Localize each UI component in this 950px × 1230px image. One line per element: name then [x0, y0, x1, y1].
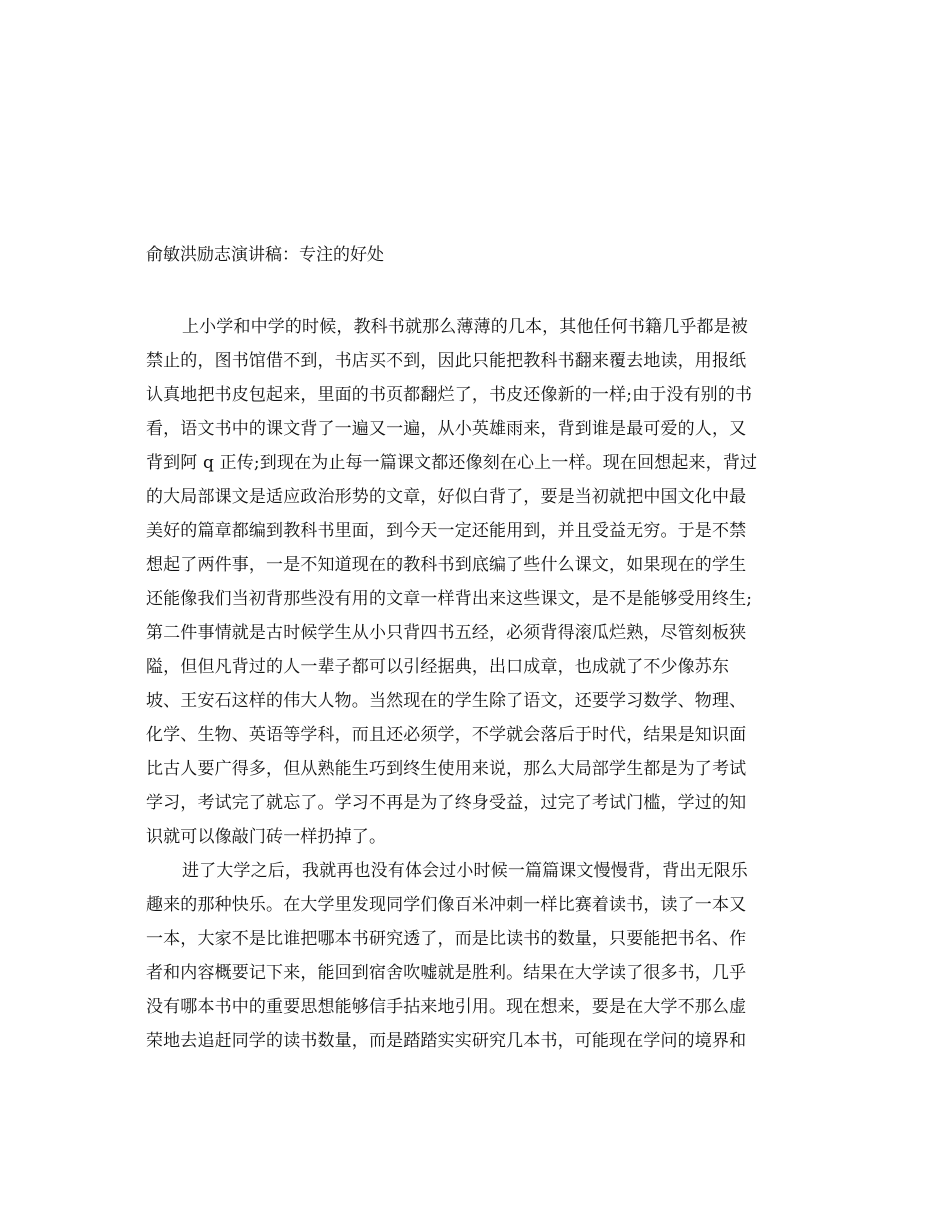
- text-line: 趣来的那种快乐。在大学里发现同学们像百米冲刺一样比赛着读书，读了一本又: [146, 895, 747, 915]
- text-line: 第二件事情就是古时候学生从小只背四书五经，必须背得滚瓜烂熟，尽管刻板狭: [146, 623, 747, 643]
- text-line: 没有哪本书中的重要思想能够信手拈来地引用。现在想来，要是在大学不那么虚: [146, 997, 747, 1017]
- text-line: 者和内容概要记下来，能回到宿舍吹嘘就是胜利。结果在大学读了很多书，几乎: [146, 963, 747, 983]
- text-line: 还能像我们当初背那些没有用的文章一样背出来这些课文，是不是能够受用终生;: [146, 589, 753, 609]
- text-line: 学习，考试完了就忘了。学习不再是为了终身受益，过完了考试门槛，学过的知: [146, 793, 747, 813]
- text-line: 背到阿 q 正传;到现在为止每一篇课文都还像刻在心上一样。现在回想起来，背过: [146, 453, 758, 473]
- text-line: 美好的篇章都编到教科书里面，到今天一定还能用到，并且受益无穷。于是不禁: [146, 521, 747, 541]
- paragraph-2: [146, 854, 806, 1058]
- text-line: 化学、生物、英语等学科，而且还必须学，不学就会落后于时代，结果是知识面: [146, 725, 747, 745]
- text-line: 一本，大家不是比谁把哪本书研究透了，而是比读书的数量，只要能把书名、作: [146, 929, 747, 949]
- text-line: 禁止的，图书馆借不到，书店买不到，因此只能把教科书翻来覆去地读，用报纸: [146, 351, 747, 371]
- text-line: 荣地去追赶同学的读书数量，而是踏踏实实研究几本书，可能现在学问的境界和: [146, 1031, 747, 1051]
- text-line: 识就可以像敲门砖一样扔掉了。: [146, 827, 387, 847]
- document-title: 俞敏洪励志演讲稿：专注的好处: [146, 245, 384, 265]
- text-line: 认真地把书皮包起来，里面的书页都翻烂了，书皮还像新的一样;由于没有别的书: [146, 385, 753, 405]
- text-line: 隘，但但凡背过的人一辈子都可以引经据典，出口成章，也成就了不少像苏东: [146, 657, 730, 677]
- text-line: 比古人要广得多，但从熟能生巧到终生使用来说，那么大局部学生都是为了考试: [146, 759, 747, 779]
- text-line: 进了大学之后，我就再也没有体会过小时候一篇篇课文慢慢背，背出无限乐: [182, 861, 748, 881]
- text-line: 想起了两件事，一是不知道现在的教科书到底编了些什么课文，如果现在的学生: [146, 555, 747, 575]
- text-line: 坡、王安石这样的伟大人物。当然现在的学生除了语文，还要学习数学、物理、: [146, 691, 747, 711]
- text-line: 看，语文书中的课文背了一遍又一遍，从小英雄雨来，背到谁是最可爱的人，又: [146, 419, 747, 439]
- paragraph-1: [146, 310, 806, 854]
- text-line: 上小学和中学的时候，教科书就那么薄薄的几本，其他任何书籍几乎都是被: [182, 317, 748, 337]
- text-line: 的大局部课文是适应政治形势的文章，好似白背了，要是当初就把中国文化中最: [146, 487, 747, 507]
